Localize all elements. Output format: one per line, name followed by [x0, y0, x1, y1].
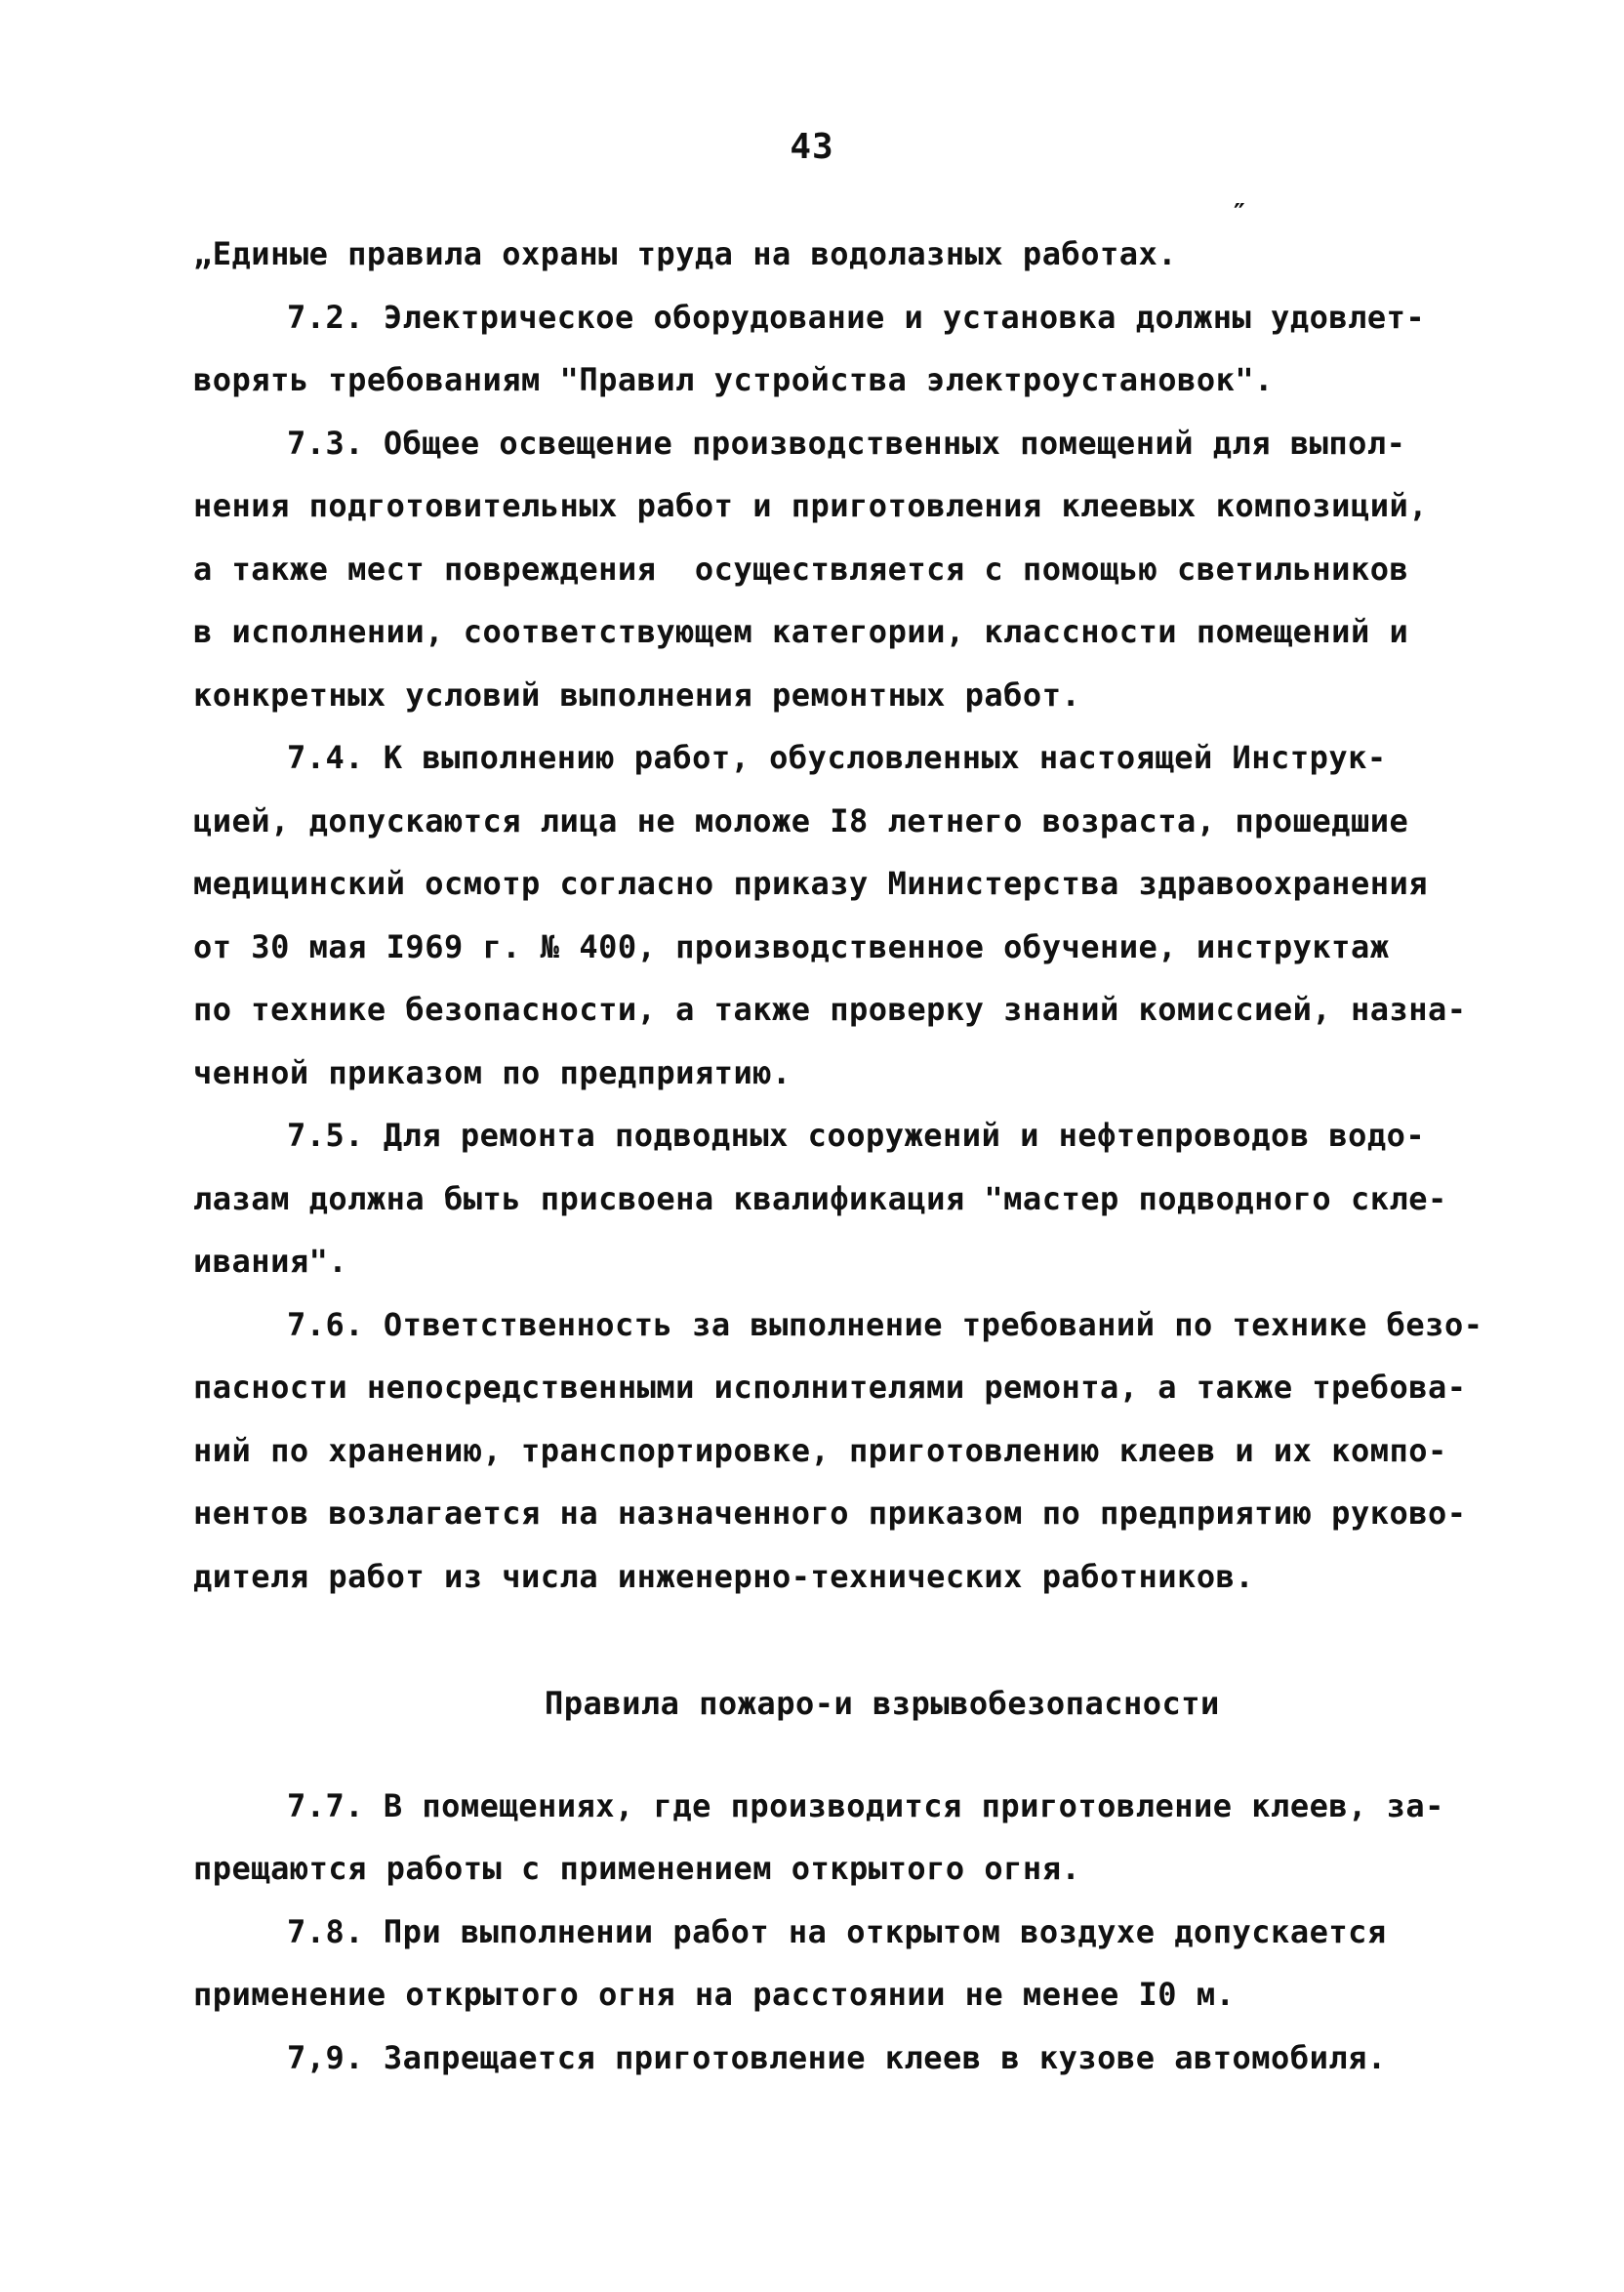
text-block-main — [193, 223, 1482, 1608]
page-number: 43 — [790, 127, 834, 167]
text-line: „Единые правила охраны труда на водолазных работах. — [193, 235, 1178, 272]
text-line: ний по хранению, транспортировке, приготовлению клеев и их компо- — [193, 1431, 1447, 1469]
body-text — [193, 223, 1482, 2089]
text-line: нентов возлагается на назначенного приказом по предприятию руково- — [193, 1494, 1467, 1532]
text-line: применение открытого огня на расстоянии не менее I0 м. — [193, 1976, 1236, 2013]
text-line: 7.4. К выполнению работ, обусловленных настоящей Инструк- — [287, 739, 1387, 776]
text-line: 7.8. При выполнении работ на открытом воздухе допускается — [287, 1912, 1387, 1950]
text-line: пасности непосредственными исполнителями ремонта, а также требова- — [193, 1369, 1467, 1406]
text-line: 7.7. В помещениях, где производится приготовление клеев, за- — [287, 1786, 1444, 1824]
section-gap — [193, 1736, 1482, 1775]
text-line: 7.5. Для ремонта подводных сооружений и нефтепроводов водо- — [287, 1117, 1426, 1154]
text-line: 7.2. Электрическое оборудование и установка должны удовлет- — [287, 298, 1426, 336]
text-line: по технике безопасности, а также проверку знаний комиссией, назна- — [193, 991, 1467, 1028]
text-line: а также мест повреждения осуществляется с помощью светильников — [193, 550, 1409, 588]
text-line: в исполнении, соответствующем категории, классности помещений и — [193, 613, 1409, 650]
text-line: конкретных условий выполнения ремонтных работ. — [193, 675, 1081, 714]
text-block-fire-safety — [193, 1775, 1482, 2090]
section-gap — [193, 1608, 1482, 1672]
section-heading: Правила пожаро-и взрывобезопасности — [545, 1685, 1220, 1722]
text-line: ивания". — [193, 1243, 348, 1280]
text-line: дителя работ из числа инженерно-технических работников. — [193, 1557, 1255, 1595]
text-line: 7,9. Запрещается приготовление клеев в кузове автомобиля. — [287, 2038, 1387, 2076]
text-line: ченной приказом по предприятию. — [193, 1053, 792, 1091]
text-line: лазам должна быть присвоена квалификация "мастер подводного скле- — [193, 1179, 1447, 1217]
annotation-mark: ″ — [1232, 199, 1247, 228]
text-line: медицинский осмотр согласно приказу Министерства здравоохранения — [193, 865, 1428, 902]
text-line: от 30 мая I969 г. № 400, производственное обучение, инструктаж — [193, 927, 1390, 965]
text-line: 7.3. Общее освещение производственных помещений для выпол- — [287, 424, 1406, 462]
text-line: цией, допускаются лица не моложе I8 летнего возраста, прошедшие — [193, 801, 1409, 839]
text-line: нения подготовительных работ и приготовления клеевых композиций, — [193, 487, 1428, 524]
text-line: прещаются работы с применением открытого огня. — [193, 1850, 1081, 1887]
text-line: 7.6. Ответственность за выполнение требований по технике безо- — [287, 1305, 1483, 1343]
text-line: ворять требованиям "Правил устройства электроустановок". — [193, 361, 1274, 398]
